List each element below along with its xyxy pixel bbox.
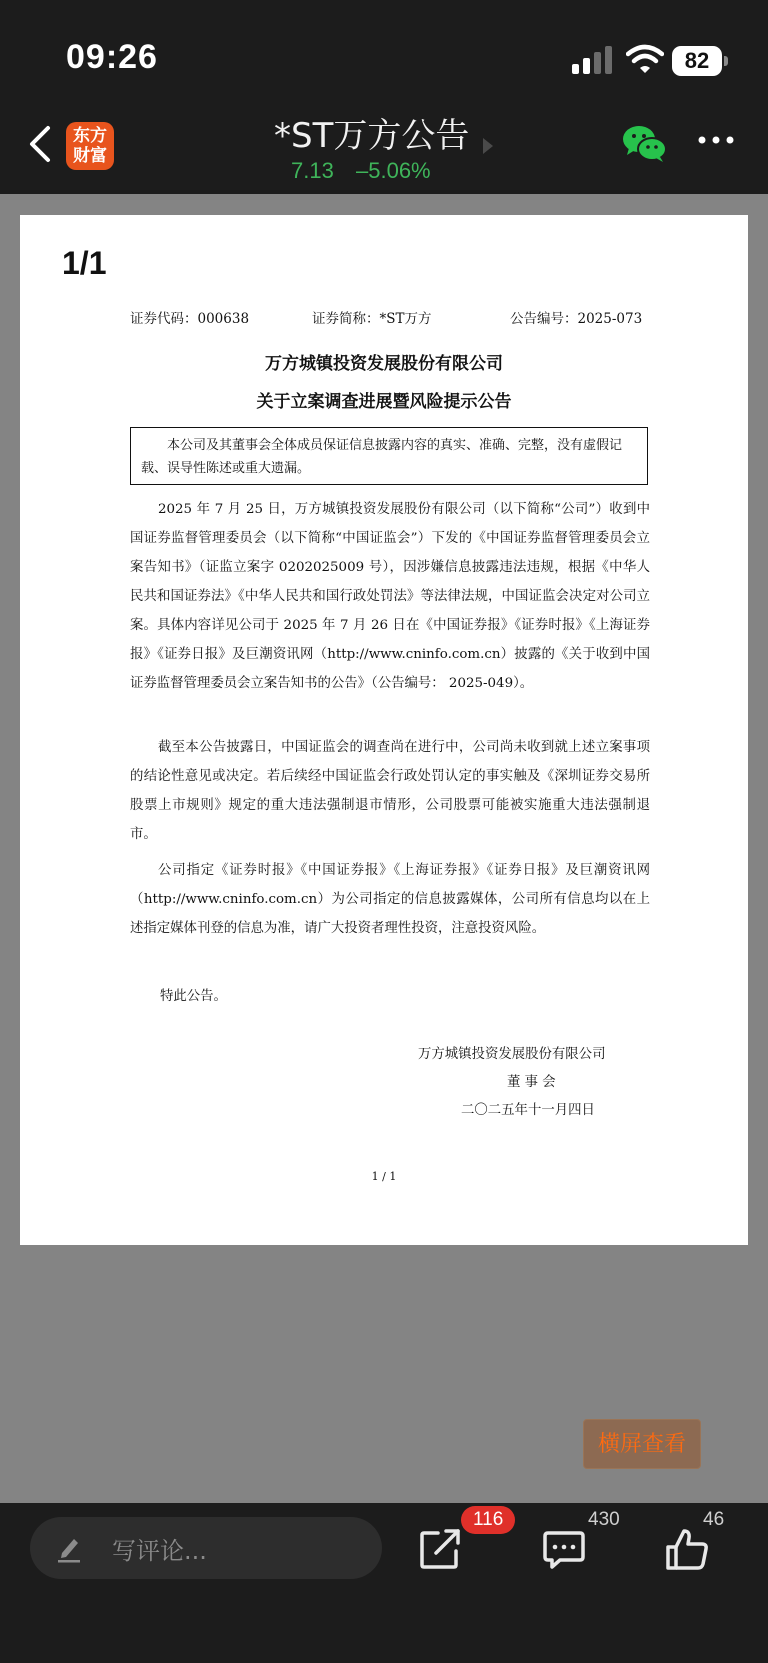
signature-date: 二〇二五年十一月四日 [461, 1103, 595, 1118]
status-time: 09:26 [66, 38, 158, 76]
comment-input[interactable] [30, 1517, 382, 1579]
like-count: 46 [703, 1509, 725, 1530]
comment-count: 430 [588, 1509, 620, 1530]
thumbs-up-icon[interactable] [664, 1527, 710, 1571]
more-icon[interactable] [698, 134, 734, 146]
app-logo [66, 122, 114, 170]
paragraph-1: 2025 年 7 月 25 日，万方城镇投资发展股份有限公司（以下简称“公司”）收到中国证券监督管理委员会（以下简称“中国证监会”）下发的《中国证券监督管理委员会立案告知书》（证监立案字 0202025009 号），因涉嫌信息披露违法违规，根据《中华人民共和国证券法》《中华人民共和国行政处罚法》等法律法规，中国证监会决定对公司立案。具体内容详见公司于 2025 年 7 月 26 日在《中国证券报》《证券时报》《上海证券报》《证券日报》及巨潮资讯网（http://www.cninfo.com.cn）披露的《关于收到中国证券监督管理委员会立案告知书的公告》（公告编号： 2025-049）。 [130, 502, 650, 691]
document-title: 关于立案调查进展暨风险提示公告 [256, 392, 512, 412]
company-name: 万方城镇投资发展股份有限公司 [265, 354, 503, 374]
paragraph-2: 截至本公告披露日，中国证监会的调查尚在进行中，公司尚未收到就上述立案事项的结论性意见或决定。若后续经中国证监会行政处罚认定的事实触及《深圳证券交易所股票上市规则》规定的重大违法强制退市情形，公司股票可能被实施重大违法强制退市。 [130, 740, 650, 842]
stock-change: –5.06% [356, 158, 431, 183]
battery-level: 82 [672, 46, 722, 76]
paragraph-3: 公司指定《证券时报》《中国证券报》《上海证券报》《证券日报》及巨潮资讯网（http://www.cninfo.com.cn）为公司指定的信息披露媒体，公司所有信息均以在上述指定媒体刊登的信息为准，请广大投资者理性投资，注意投资风险。 [130, 863, 650, 936]
stock-code: 证券代码：000638 [130, 311, 250, 327]
share-icon[interactable] [418, 1527, 464, 1571]
footer-page-number: 1 / 1 [371, 1170, 397, 1183]
status-bar [0, 0, 768, 100]
wifi-icon [626, 44, 664, 74]
signer-company: 万方城镇投资发展股份有限公司 [418, 1047, 606, 1062]
nav-bar [0, 100, 768, 194]
signer-board: 董 事 会 [507, 1075, 556, 1090]
comment-placeholder: 写评论... [112, 1537, 207, 1565]
stock-short-name: 证券简称：*ST万方 [312, 311, 432, 327]
pencil-icon [56, 1533, 84, 1563]
bottom-bar [0, 1503, 768, 1663]
comment-icon[interactable] [542, 1529, 586, 1571]
page-title[interactable]: *ST万方公告 [274, 116, 470, 156]
battery-icon [672, 46, 728, 76]
notice-number: 公告编号：2025-073 [510, 311, 643, 327]
logo-line-1: 东方 [73, 126, 107, 146]
page-indicator: 1/1 [62, 245, 107, 281]
wechat-icon[interactable] [622, 124, 668, 164]
stock-price: 7.13 [291, 158, 334, 183]
share-badge: 116 [461, 1506, 515, 1534]
caret-right-icon [483, 138, 493, 154]
chevron-left-icon[interactable] [24, 122, 58, 166]
announcement-page [20, 215, 748, 1245]
closing-text: 特此公告。 [160, 989, 227, 1004]
logo-line-2: 财富 [73, 146, 107, 166]
signal-icon [572, 46, 614, 74]
landscape-view-button[interactable]: 横屏查看 [583, 1419, 701, 1469]
disclaimer-box: 本公司及其董事会全体成员保证信息披露内容的真实、准确、完整，没有虚假记载、误导性陈述或重大遗漏。 [130, 427, 648, 485]
